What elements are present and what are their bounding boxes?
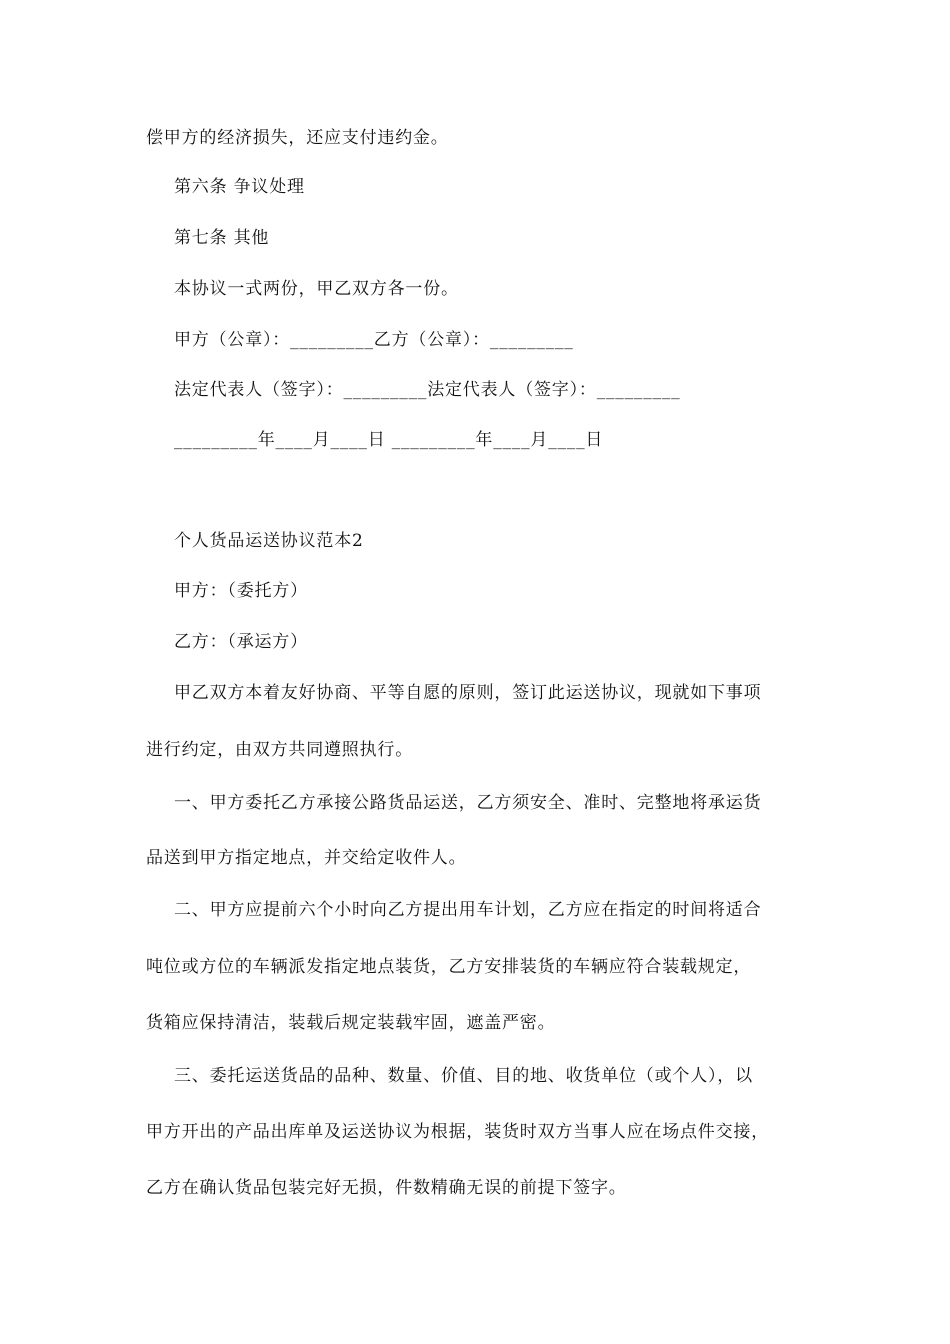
text-line: 进行约定，由双方共同遵照执行。 bbox=[146, 740, 413, 760]
text-line: 乙方在确认货品包装完好无损，件数精确无误的前提下签字。 bbox=[146, 1178, 627, 1198]
text-line: 甲乙双方本着友好协商、平等自愿的原则，签订此运送协议，现就如下事项 bbox=[174, 683, 762, 703]
text-line: 三、委托运送货品的品种、数量、价值、目的地、收货单位（或个人），以 bbox=[174, 1066, 753, 1086]
text-line: 二、甲方应提前六个小时向乙方提出用车计划，乙方应在指定的时间将适合 bbox=[174, 900, 762, 920]
seal-line: 甲方（公章）：_________乙方（公章）：_________ bbox=[174, 330, 574, 350]
text-line: 货箱应保持清洁，装载后规定装载牢固，遮盖严密。 bbox=[146, 1013, 556, 1033]
text-line: 品送到甲方指定地点，并交给定收件人。 bbox=[146, 848, 467, 868]
text-line: 吨位或方位的车辆派发指定地点装货，乙方安排装货的车辆应符合装载规定， bbox=[146, 957, 752, 977]
text-line: 本协议一式两份，甲乙双方各一份。 bbox=[174, 279, 459, 299]
text-line: 一、甲方委托乙方承接公路货品运送，乙方须安全、准时、完整地将承运货 bbox=[174, 793, 762, 813]
section-title: 个人货品运送协议范本2 bbox=[174, 531, 364, 551]
text-line: 甲方开出的产品出库单及运送协议为根据，装货时双方当事人应在场点件交接， bbox=[146, 1122, 769, 1142]
party-b-line: 乙方：（承运方） bbox=[174, 632, 308, 652]
article-heading: 第七条 其他 bbox=[174, 228, 270, 248]
article-heading: 第六条 争议处理 bbox=[174, 177, 305, 197]
text-line: 偿甲方的经济损失，还应支付违约金。 bbox=[146, 128, 449, 148]
signature-line: 法定代表人（签字）：_________法定代表人（签字）：_________ bbox=[174, 380, 681, 400]
party-a-line: 甲方：（委托方） bbox=[174, 581, 308, 601]
date-line: _________年____月____日 _________年____月____日 bbox=[174, 430, 604, 450]
